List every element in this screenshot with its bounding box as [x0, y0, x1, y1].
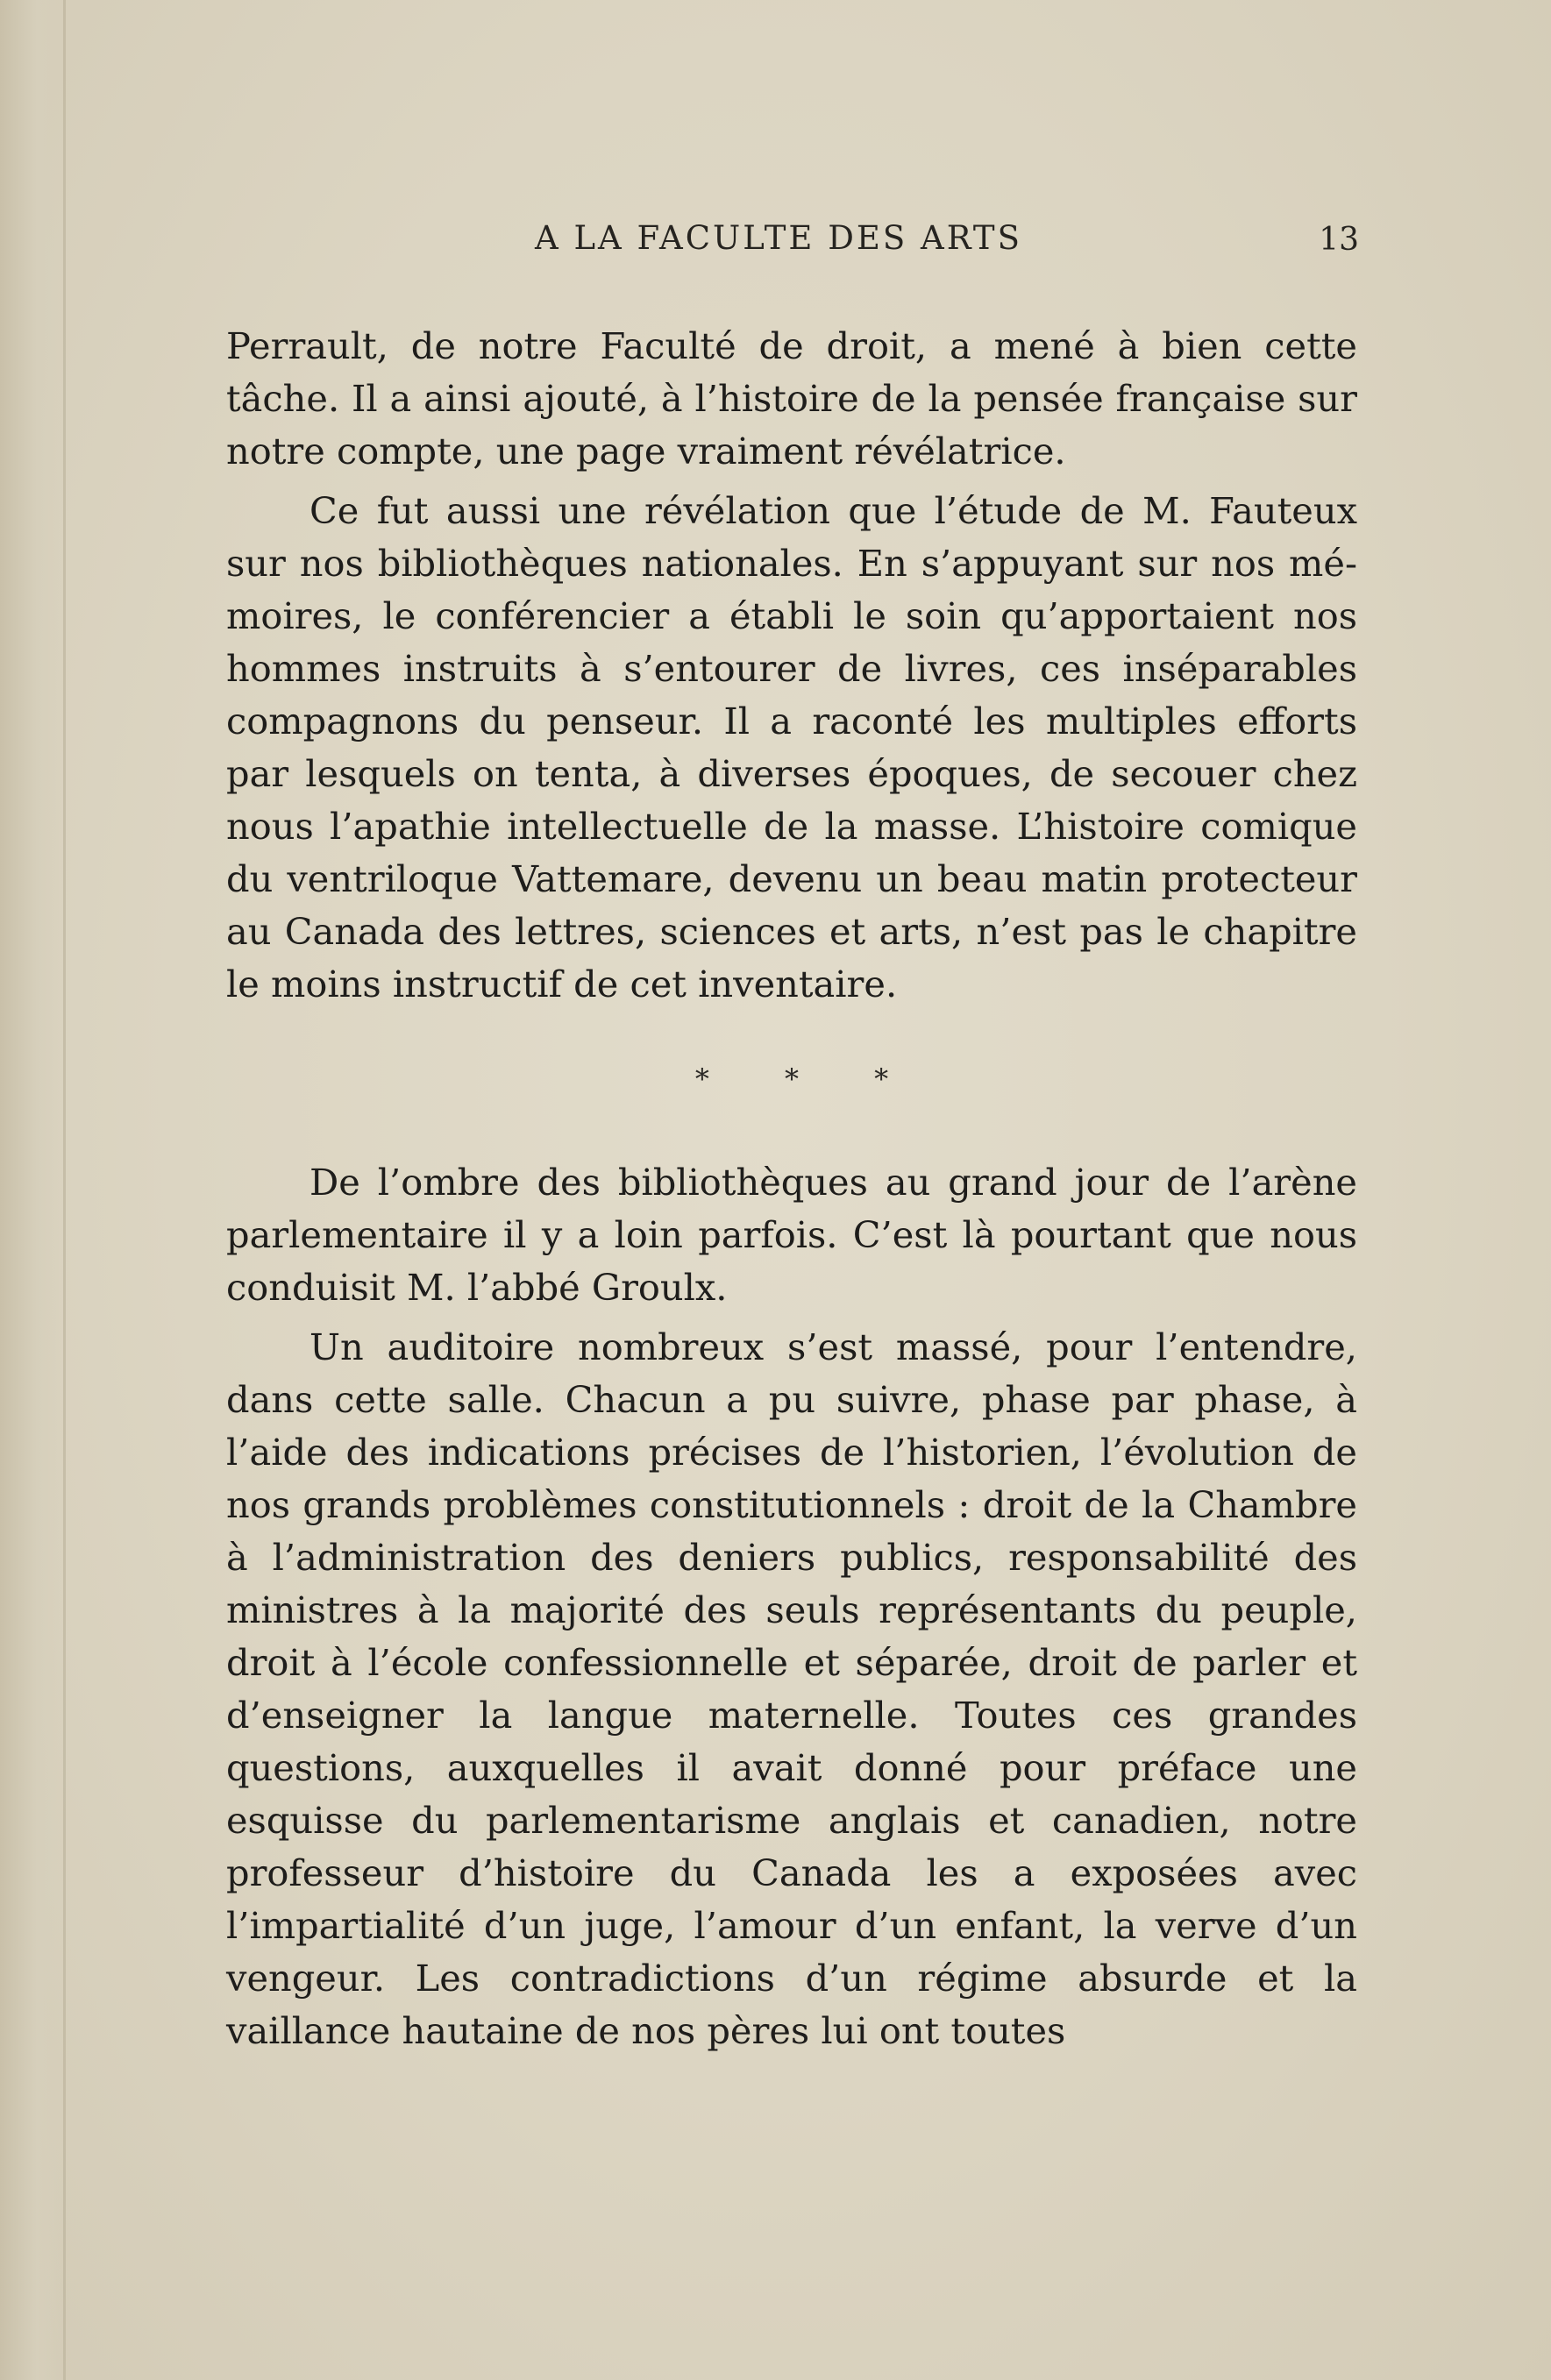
page-number: 13: [1319, 222, 1359, 258]
section-separator: * * *: [694, 1062, 922, 1096]
page-header: [219, 219, 1359, 272]
running-title: A LA FACULTE DES ARTS: [535, 219, 1022, 257]
paragraph-1: Perrault, de notre Faculté de droit, a mené à bien cette tâche. Il a ainsi ajouté, à l’histoire de la pensée française sur notre compte, une page vraiment révélatrice.: [226, 324, 1357, 472]
binding-edge: [0, 0, 61, 2380]
paragraph-2: Ce fut aussi une révélation que l’étude de M. Fauteux sur nos bibliothèques nationales. En s’appuyant sur nos mémoires, le conférencier a établi le soin qu’apportaient nos hommes instruits à s’entourer de livres, ces inséparables compagnons du penseur. Il a raconté les multiples efforts par lesquels on tenta, à diverses époques, de secouer chez nous l’apathie intellectuelle de la masse. L’histoire comique du ventriloque Vattemare, devenu un beau matin protecteur au Canada des lettres, sciences et arts, n’est pas le chapitre le moins instructif de cet inventaire.: [226, 489, 1357, 1005]
body-text: [226, 320, 1357, 2057]
binding-line: [63, 0, 66, 2380]
paragraph-4: Un auditoire nombreux s’est massé, pour l’entendre, dans cette salle. Chacun a pu suivre, phase par phase, à l’aide des indications précises de l’historien, l’évolution de nos grands problèmes constitutionnels : droit de la Chambre à l’administration des deniers publics, responsabilité des ministres à la majorité des seuls représentants du peuple, droit à l’école confessionnelle et séparée, droit de parler et d’enseigner la langue maternelle. Toutes ces grandes questions, auxquelles il avait donné pour préface une esquisse du parlementarisme anglais et canadien, notre professeur d’histoire du Canada les a exposées avec l’impartialité d’un juge, l’amour d’un enfant, la verve d’un vengeur. Les contradictions d’un régime absurde et la vaillance hautaine de nos pères lui ont toutes: [226, 1325, 1357, 2052]
paragraph-3: De l’ombre des bibliothèques au grand jour de l’arène parlementaire il y a loin parfois. C’est là pourtant que nous conduisit M. l’abbé Groulx.: [226, 1161, 1357, 1309]
